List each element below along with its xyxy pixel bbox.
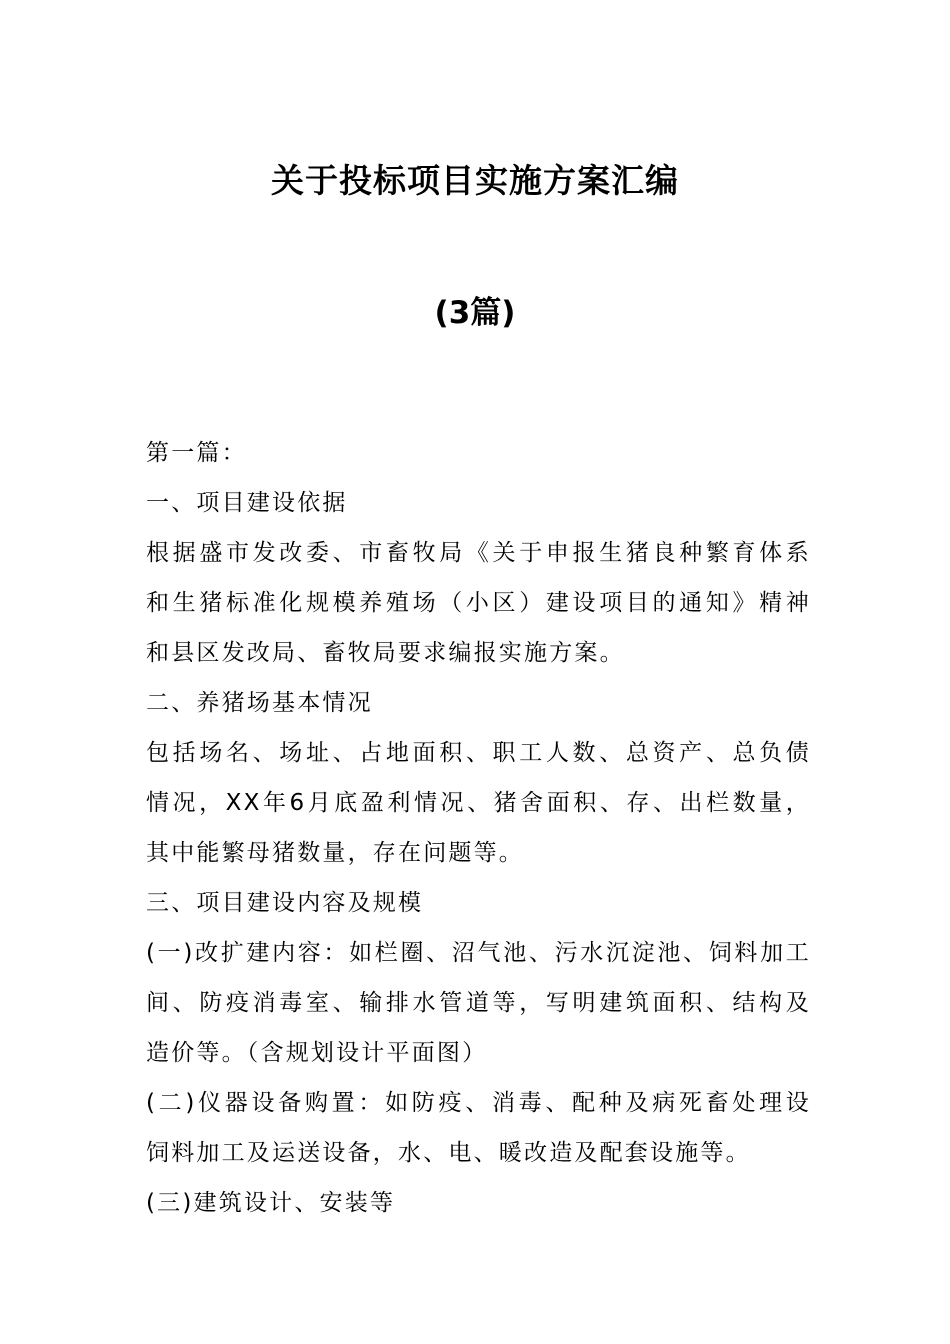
paragraph-line: 其中能繁母猪数量，存在问题等。 <box>146 840 524 866</box>
paragraph-line: 和县区发改局、畜牧局要求编报实施方案。 <box>146 640 625 666</box>
paragraph-line: 根据盛市发改委、市畜牧局《关于申报生猪良种繁育体系 <box>146 540 811 566</box>
document-body <box>146 428 811 1228</box>
paragraph-line: 饲料加工及运送设备，水、电、暖改造及配套设施等。 <box>146 1140 751 1166</box>
section-heading-farm-info: 二、养猪场基本情况 <box>146 690 373 716</box>
section-heading-part-one: 第一篇： <box>146 440 247 466</box>
section-heading-content-scale: 三、项目建设内容及规模 <box>146 890 424 916</box>
paragraph-line: 包括场名、场址、占地面积、职工人数、总资产、总负债 <box>146 740 811 766</box>
paragraph-line: (二)仪器设备购置：如防疫、消毒、配种及病死畜处理设 <box>146 1090 811 1116</box>
document-subtitle: (3篇) <box>434 295 516 331</box>
paragraph-line: 和生猪标准化规模养殖场（小区）建设项目的通知》精神 <box>146 590 811 616</box>
paragraph-line: 间、防疫消毒室、输排水管道等，写明建筑面积、结构及 <box>146 990 811 1016</box>
paragraph-line: (一)改扩建内容：如栏圈、沼气池、污水沉淀池、饲料加工 <box>146 940 811 966</box>
paragraph-line: 造价等。（含规划设计平面图） <box>146 1040 488 1066</box>
document-title: 关于投标项目实施方案汇编 <box>271 161 679 200</box>
paragraph-line: 情况，XX年6月底盈利情况、猪舍面积、存、出栏数量， <box>146 790 811 816</box>
paragraph-line: (三)建筑设计、安装等 <box>146 1190 396 1216</box>
section-heading-basis: 一、项目建设依据 <box>146 490 348 516</box>
